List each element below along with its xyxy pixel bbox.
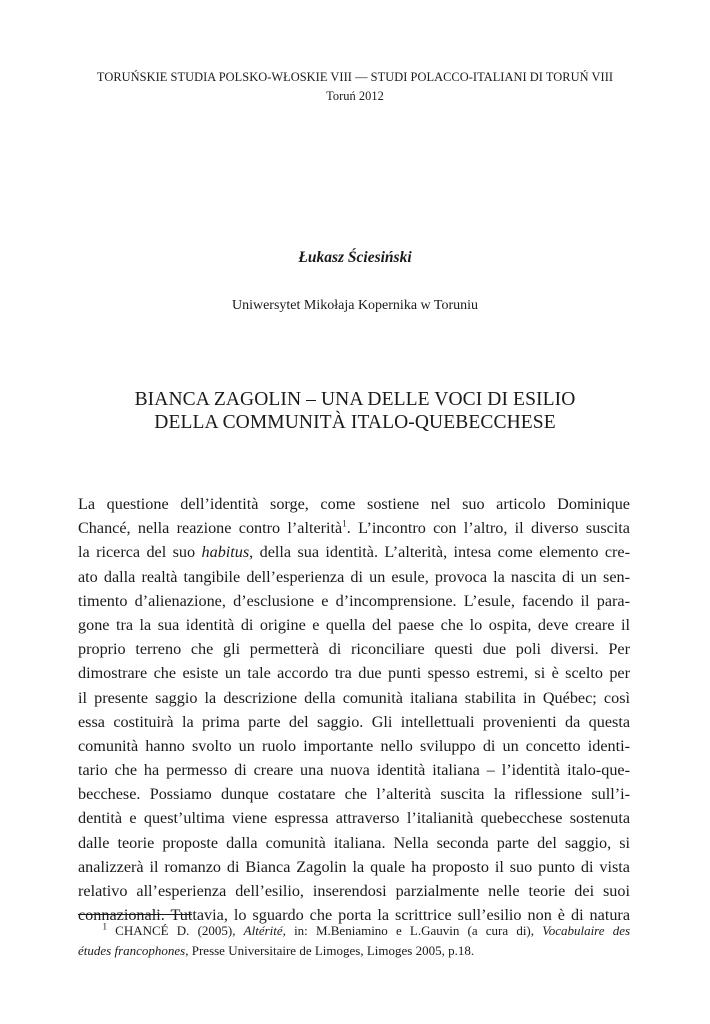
body-line: tario che ha permesso di creare una nuova identità italiana – l’identità italo-que- <box>78 761 630 780</box>
body-line: Chancé, nella reazione contro l’alterità$^1$. L’incontro con l’altro, il diverso suscita <box>78 518 630 538</box>
author-name: Łukasz Ściesiński <box>298 249 412 266</box>
body-line: dentità e quest’ultima viene espressa attraverso l’italianità quebecchese sostenuta <box>78 809 630 828</box>
body-line: dalle teorie proposte dalla comunità italiana. Nella seconda parte del saggio, si <box>78 833 630 852</box>
body-line: essa costituirà la prima parte del saggio. Gli intellettuali provenienti da questa <box>78 712 630 731</box>
italic-term: habitus <box>201 543 250 562</box>
body-line: timento d’alienazione, d’esclusione e d’incomprensione. L’esule, facendo il para- <box>78 591 630 610</box>
body-line: becchese. Possiamo dunque costatare che l’alterità suscita la riflessione sull’i- <box>78 785 630 804</box>
body-line: La questione dell’identità sorge, come sostiene nel suo articolo Dominique <box>78 495 630 513</box>
footnote-line: études francophones, Presse Universitaire de Limoges, Limoges 2005, p.18. <box>78 942 475 958</box>
body-line: connazionali. Tuttavia, lo sguardo che porta la scrittrice sull’esilio non è di natura <box>78 906 630 925</box>
author-affiliation: Uniwersytet Mikołaja Kopernika w Toruniu <box>231 298 479 313</box>
place-year: Toruń 2012 <box>326 89 384 103</box>
body-line: analizzerà il romanzo di Bianca Zagolin la quale ha proposto il suo punto di vista <box>78 857 630 876</box>
body-line: gone tra la sua identità di origine e quella del paese che lo ospita, deve creare il <box>78 615 630 634</box>
body-text <box>78 492 630 927</box>
footnote-ref[interactable]: 1 <box>342 518 347 529</box>
article-title <box>0 388 710 434</box>
footnote-mark: 1 <box>102 921 107 932</box>
footnote-rule <box>78 914 192 915</box>
body-line: dimostrare che esiste un tale accordo tra due punti spesso estremi, si è scelto per <box>78 664 630 683</box>
body-line: relativo all’esperienza dell’esilio, inserendosi parzialmente nelle teorie dei suoi <box>78 882 630 900</box>
body-line: proprio terreno che gli permetterà di riconciliare questi due poli diversi. Per <box>78 640 630 659</box>
footnote <box>78 921 630 960</box>
body-line: comunità hanno svolto un ruolo importante nello sviluppo di un concetto identi- <box>78 736 630 755</box>
title-line-1: BIANCA ZAGOLIN – UNA DELLE VOCI DI ESILIO <box>134 389 576 410</box>
body-line: il presente saggio la descrizione della comunità italiana stabilita in Québec; così <box>78 688 630 707</box>
body-line: ato dalla realtà tangibile dell’esperienza di un esule, provoca la nascita di un sen- <box>78 567 630 586</box>
series-title: TORUŃSKIE STUDIA POLSKO-WŁOSKIE VIII — STUDI POLACCO-ITALIANI DI TORUŃ VIII <box>96 70 614 84</box>
footnote-line: $^1$ CHANCÉ D. (2005), Altérité, in: M.Beniamino e L.Gauvin (a cura di), Vocabulaire des <box>102 921 631 938</box>
title-line-2: DELLA COMMUNITÀ ITALO-QUEBECCHESE <box>154 412 556 433</box>
running-header <box>0 68 710 106</box>
body-line: la ricerca del suo habitus, della sua identità. L’alterità, intesa come elemento cre- <box>78 543 630 562</box>
